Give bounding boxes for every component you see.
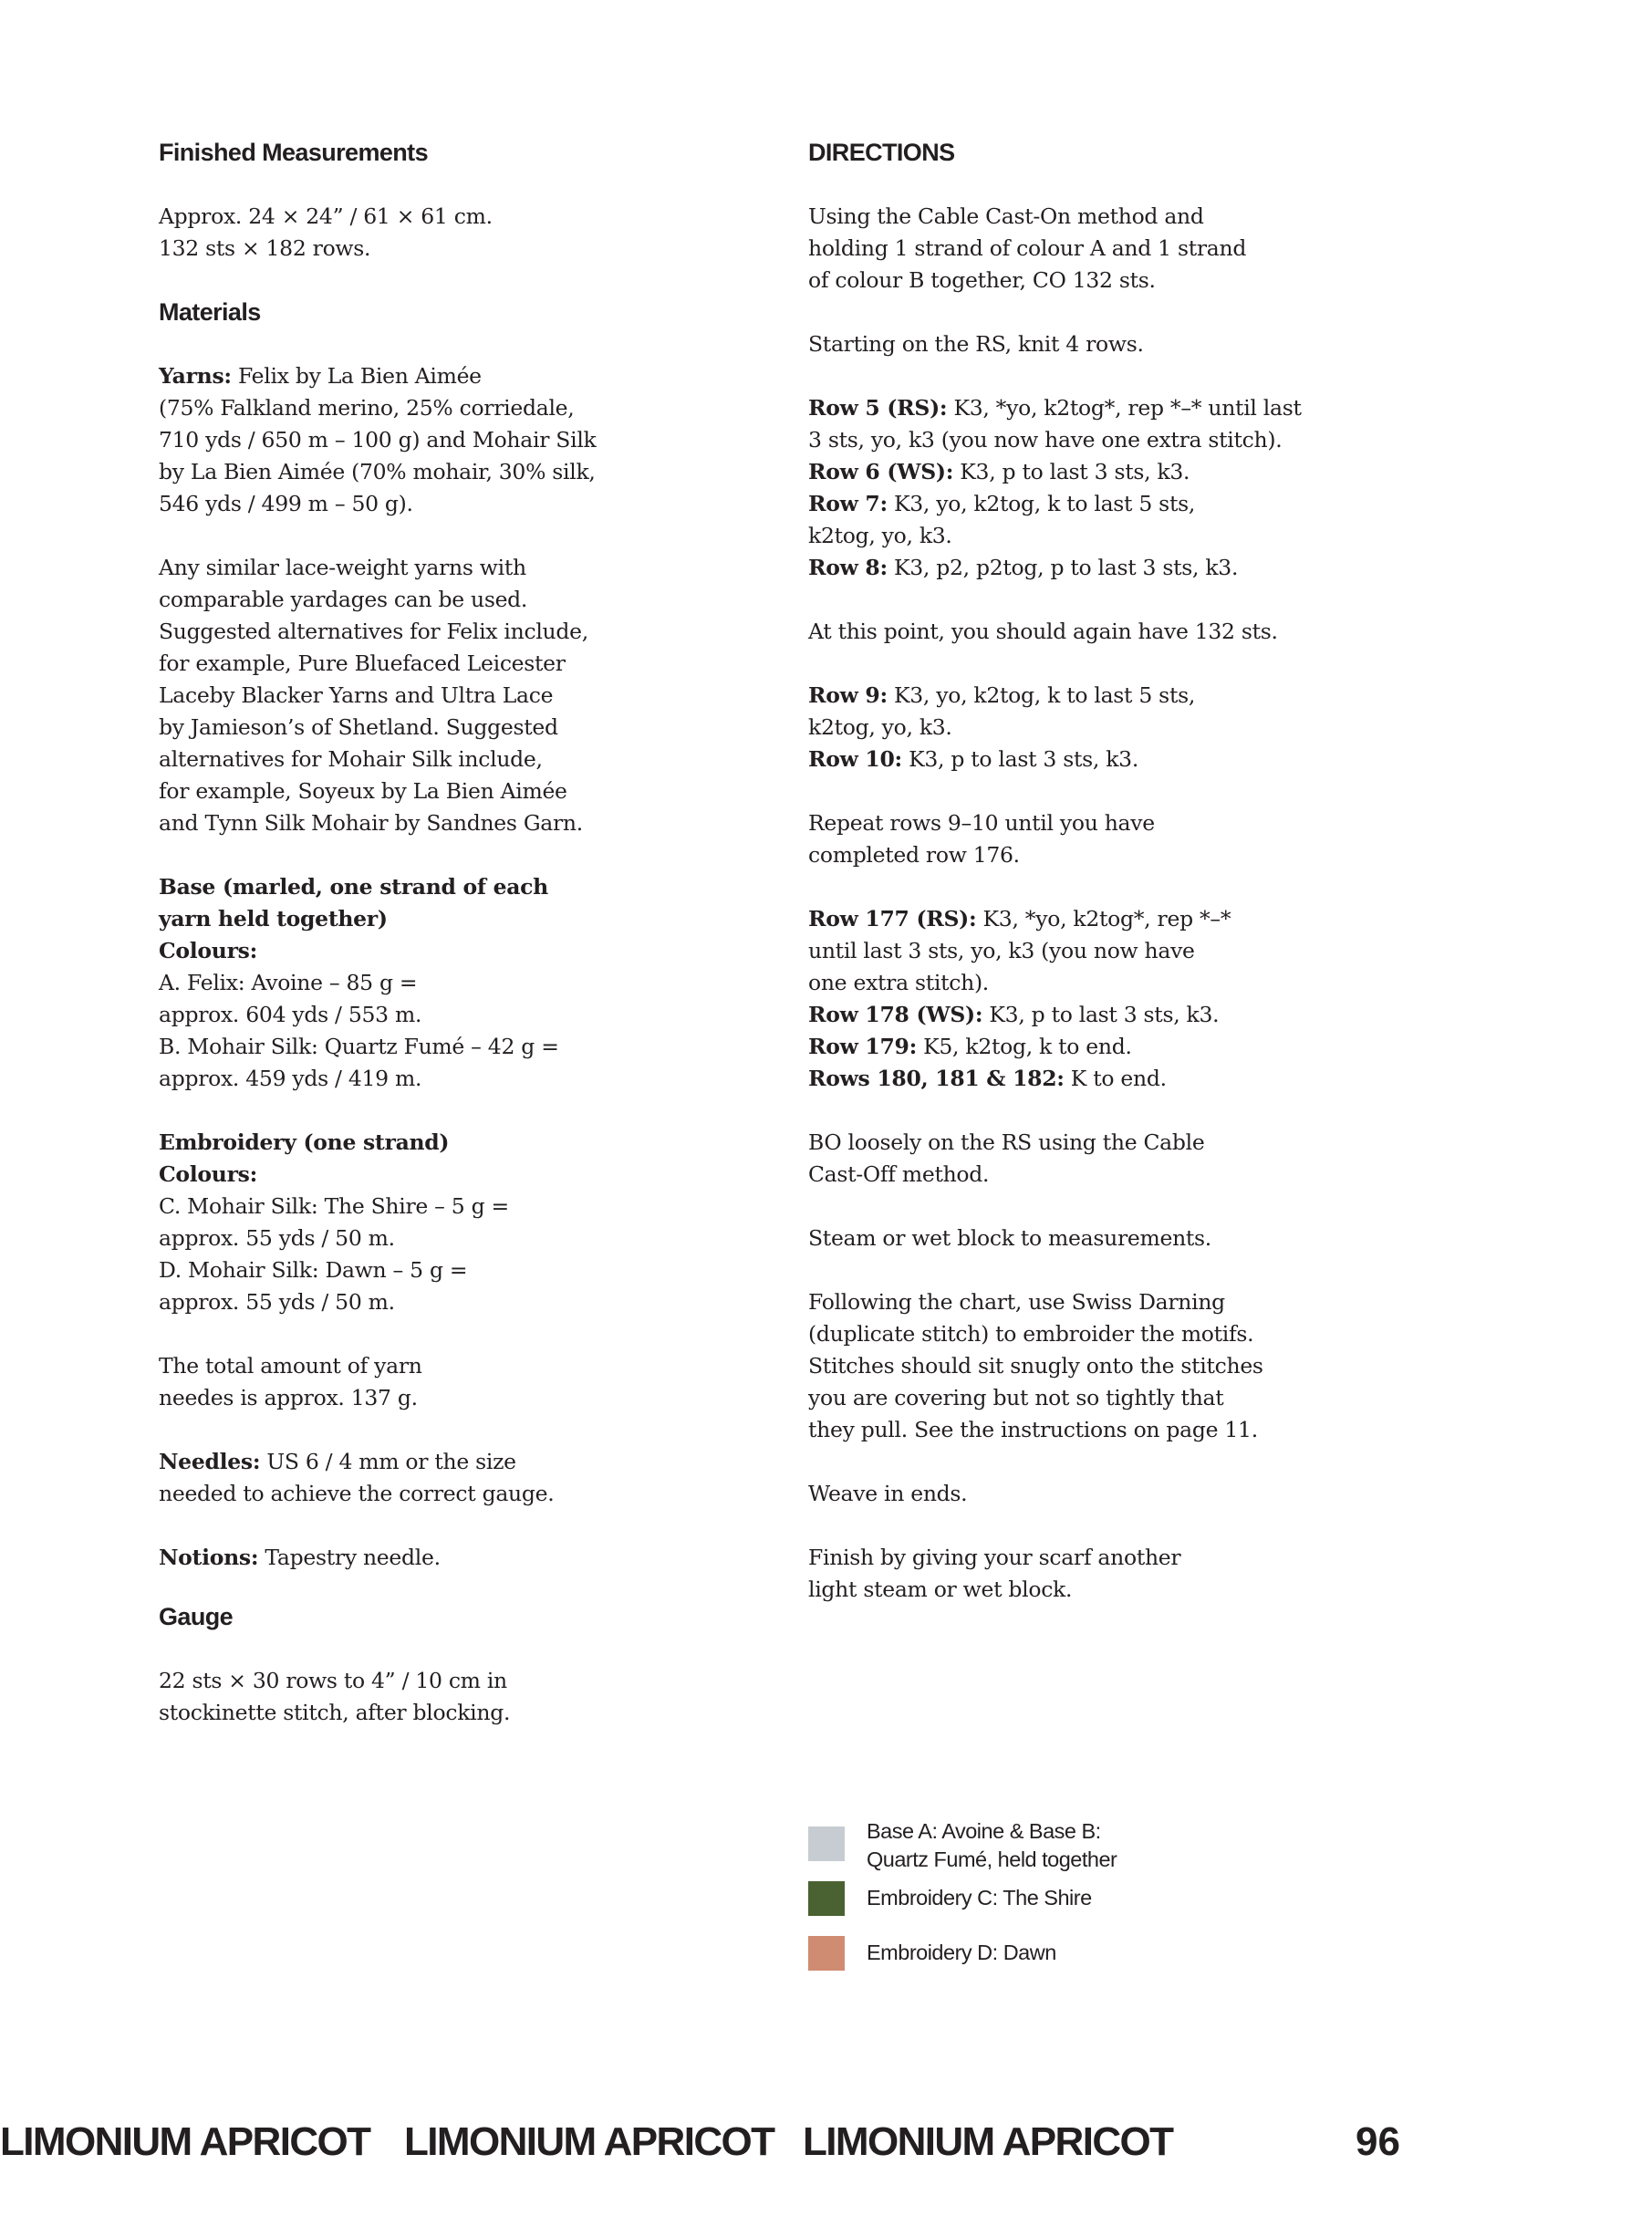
- footer-title: LIMONIUM APRICOT: [0, 2119, 370, 2164]
- needles-line: Needles: US 6 / 4 mm or the size: [159, 1449, 516, 1474]
- row-instruction: Row 10: K3, p to last 3 sts, k3.: [808, 746, 1138, 772]
- base-colour-line: B. Mohair Silk: Quartz Fumé – 42 g =: [159, 1034, 559, 1059]
- legend-swatch-dawn: [808, 1936, 845, 1971]
- row-instruction: Row 5 (RS): K3, *yo, k2tog*, rep *–* until last: [808, 395, 1302, 421]
- bind-off-line: Cast-Off method.: [808, 1161, 990, 1187]
- footer-title: LIMONIUM APRICOT: [803, 2119, 1173, 2164]
- cast-on-line: Using the Cable Cast-On method and: [808, 203, 1204, 229]
- repeat-line: Repeat rows 9–10 until you have: [808, 810, 1155, 836]
- row-instruction: Row 177 (RS): K3, *yo, k2tog*, rep *–*: [808, 906, 1231, 931]
- embroidery-colours-label: Colours:: [159, 1161, 257, 1187]
- row-instruction: Row 179: K5, k2tog, k to end.: [808, 1034, 1132, 1059]
- yarns-line: [159, 360, 651, 392]
- finished-measurements-line: 132 sts × 182 rows.: [159, 235, 371, 261]
- right-column: [808, 137, 1319, 1606]
- row-instruction-cont: until last 3 sts, yo, k3 (you now have: [808, 938, 1195, 963]
- row-instruction: Row 178 (WS): K3, p to last 3 sts, k3.: [808, 1002, 1220, 1027]
- yarns-label: Yarns:: [159, 363, 232, 389]
- legend-item-shire: [808, 1881, 1356, 1916]
- base-colour-line: approx. 604 yds / 553 m.: [159, 1002, 422, 1027]
- yarns-line: 546 yds / 499 m – 50 g).: [159, 491, 413, 516]
- embroidery-colour-line: approx. 55 yds / 50 m.: [159, 1225, 395, 1251]
- again-line: At this point, you should again have 132 sts.: [808, 619, 1278, 644]
- cast-on-line: of colour B together, CO 132 sts.: [808, 267, 1156, 293]
- row-instruction: Row 8: K3, p2, p2tog, p to last 3 sts, k3.: [808, 555, 1239, 580]
- repeat-line: completed row 176.: [808, 842, 1020, 868]
- embroidery-colour-line: approx. 55 yds / 50 m.: [159, 1289, 395, 1315]
- legend-label: Embroidery D: Dawn: [867, 1941, 1056, 1964]
- chart-instruction-line: Stitches should sit snugly onto the stitches: [808, 1353, 1263, 1379]
- embroidery-heading: Embroidery (one strand): [159, 1129, 450, 1155]
- legend-swatch-shire: [808, 1881, 845, 1916]
- gauge-line: stockinette stitch, after blocking.: [159, 1700, 511, 1725]
- base-colours-label: Colours:: [159, 938, 257, 963]
- chart-instruction-line: (duplicate stitch) to embroider the motifs.: [808, 1321, 1254, 1347]
- cast-on-line: holding 1 strand of colour A and 1 strand: [808, 235, 1247, 261]
- finish-line: light steam or wet block.: [808, 1577, 1073, 1602]
- legend-swatch-base: [808, 1826, 845, 1861]
- row-instruction-cont: one extra stitch).: [808, 970, 989, 995]
- row-instruction: Row 6 (WS): K3, p to last 3 sts, k3.: [808, 459, 1190, 484]
- similar-yarns-line: Suggested alternatives for Felix include,: [159, 619, 588, 644]
- finished-measurements-heading: Finished Measurements: [159, 139, 428, 166]
- yarns-line: by La Bien Aimée (70% mohair, 30% silk,: [159, 459, 596, 484]
- base-colour-line: A. Felix: Avoine – 85 g =: [159, 970, 418, 995]
- bind-off-line: BO loosely on the RS using the Cable: [808, 1129, 1205, 1155]
- embroidery-colour-line: D. Mohair Silk: Dawn – 5 g =: [159, 1257, 468, 1283]
- chart-instruction-line: Following the chart, use Swiss Darning: [808, 1289, 1225, 1315]
- row-instruction-cont: k2tog, yo, k3.: [808, 714, 952, 740]
- row-instruction: Row 7: K3, yo, k2tog, k to last 5 sts,: [808, 491, 1196, 516]
- row-instruction-cont: 3 sts, yo, k3 (you now have one extra stitch).: [808, 427, 1283, 453]
- total-yarn-line: needes is approx. 137 g.: [159, 1385, 418, 1410]
- embroidery-colour-line: C. Mohair Silk: The Shire – 5 g =: [159, 1193, 509, 1219]
- legend-item-base: [808, 1819, 1356, 1881]
- footer: [0, 2115, 1652, 2170]
- left-column: [159, 137, 651, 1729]
- page-number: 96: [1356, 2119, 1400, 2164]
- yarns-line: (75% Falkland merino, 25% corriedale,: [159, 395, 575, 421]
- steam-line: Steam or wet block to measurements.: [808, 1225, 1211, 1251]
- directions-heading: DIRECTIONS: [808, 139, 955, 166]
- yarns-line: 710 yds / 650 m – 100 g) and Mohair Silk: [159, 427, 597, 453]
- notions-label: Notions:: [159, 1545, 259, 1570]
- row-instruction-cont: k2tog, yo, k3.: [808, 523, 952, 548]
- row-instruction: Row 9: K3, yo, k2tog, k to last 5 sts,: [808, 682, 1196, 708]
- chart-instruction-line: you are covering but not so tightly that: [808, 1385, 1224, 1410]
- finished-measurements-line: Approx. 24 × 24” / 61 × 61 cm.: [159, 203, 493, 229]
- similar-yarns-line: by Jamieson’s of Shetland. Suggested: [159, 714, 558, 740]
- similar-yarns-line: comparable yardages can be used.: [159, 587, 528, 612]
- base-heading: yarn held together): [159, 906, 388, 931]
- materials-heading: Materials: [159, 298, 261, 326]
- gauge-heading: Gauge: [159, 1603, 234, 1630]
- chart-instruction-line: they pull. See the instructions on page 11.: [808, 1417, 1258, 1442]
- similar-yarns-line: Any similar lace-weight yarns with: [159, 555, 526, 580]
- row-instruction: Rows 180, 181 & 182: K to end.: [808, 1066, 1167, 1091]
- legend-label: Embroidery C: The Shire: [867, 1886, 1092, 1910]
- total-yarn-line: The total amount of yarn: [159, 1353, 422, 1379]
- start-line: Starting on the RS, knit 4 rows.: [808, 331, 1144, 357]
- similar-yarns-line: for example, Pure Bluefaced Leicester: [159, 650, 566, 676]
- legend-item-dawn: [808, 1936, 1356, 1971]
- base-colour-line: approx. 459 yds / 419 m.: [159, 1066, 422, 1091]
- footer-title: LIMONIUM APRICOT: [404, 2119, 774, 2164]
- similar-yarns-line: alternatives for Mohair Silk include,: [159, 746, 543, 772]
- base-heading: Base (marled, one strand of each: [159, 874, 548, 900]
- similar-yarns-line: for example, Soyeux by La Bien Aimée: [159, 778, 567, 804]
- notions-line: Notions: Tapestry needle.: [159, 1545, 441, 1570]
- finish-line: Finish by giving your scarf another: [808, 1545, 1181, 1570]
- colour-legend: [808, 1819, 1356, 1971]
- similar-yarns-line: Laceby Blacker Yarns and Ultra Lace: [159, 682, 554, 708]
- needles-label: Needles:: [159, 1449, 261, 1474]
- similar-yarns-line: and Tynn Silk Mohair by Sandnes Garn.: [159, 810, 583, 836]
- legend-label: Base A: Avoine & Base B: Quartz Fumé, held together: [867, 1819, 1117, 1871]
- weave-line: Weave in ends.: [808, 1481, 968, 1506]
- gauge-line: 22 sts × 30 rows to 4” / 10 cm in: [159, 1668, 507, 1693]
- yarns-text: Felix by La Bien Aimée: [237, 363, 482, 389]
- needles-line: needed to achieve the correct gauge.: [159, 1481, 555, 1506]
